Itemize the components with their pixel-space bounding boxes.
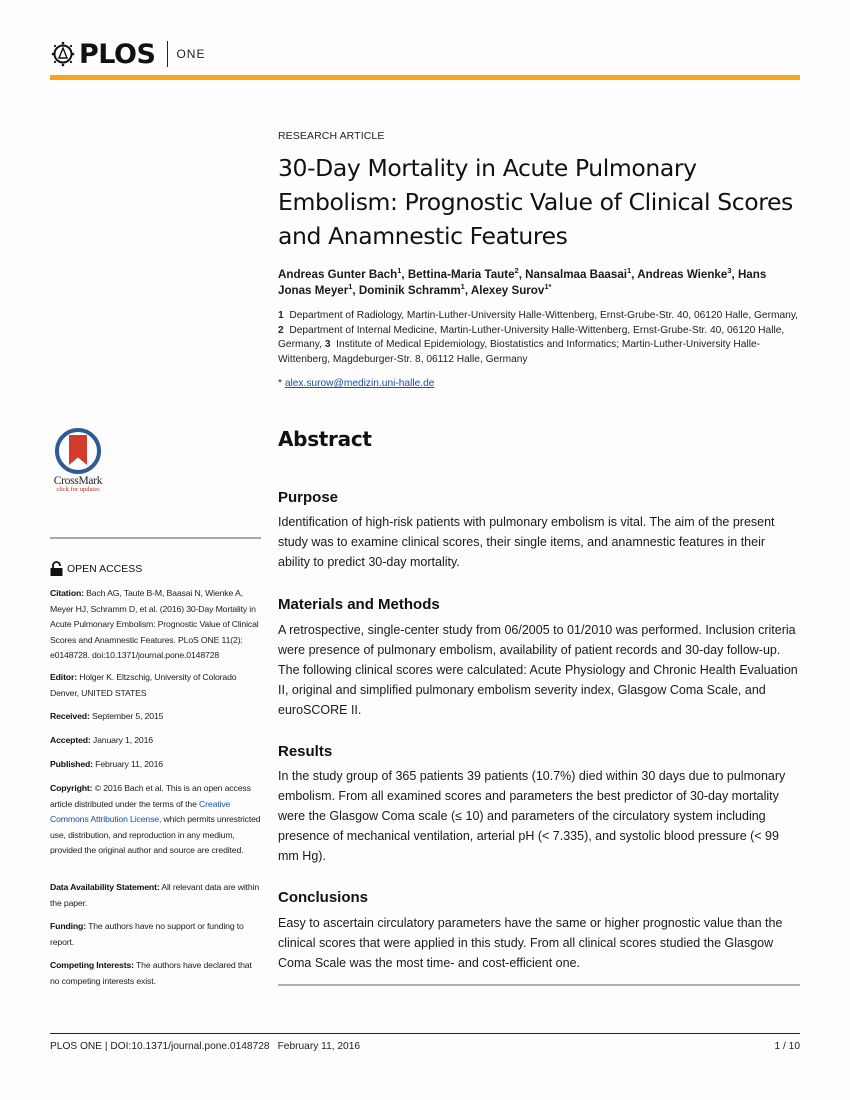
crossmark-badge[interactable]: CrossMark click for updates (49, 428, 107, 493)
citation-block: Citation: Bach AG, Taute B-M, Baasai N, Wienke A, Meyer HJ, Schramm D, et al. (2016) 30-Day Mortality in Acute Pulmonary Embolism: Prognostic Value of Clinical Scores and Anamnestic Features. PLoS ONE 11(2): e0148728. doi:10.1371/journal.pone.0148728 (50, 588, 259, 660)
author[interactable]: Andreas Wienke$^3$ (637, 266, 732, 281)
header-accent-bar (50, 75, 800, 80)
section-text-conclusions: Easy to ascertain circulatory parameters have the same or higher prognostic value than the clinical scores that were applied in this study. From all clinical scores studied the Glasgow Coma Scale was the most time- and cost-efficient one. (278, 916, 783, 970)
open-lock-icon (50, 561, 63, 576)
cc-license-link[interactable]: Creative Commons Attribution License (50, 798, 231, 824)
section-text-purpose: Identification of high-risk patients with pulmonary embolism is vital. The aim of the present study was to examine clinical scores, their single items, and anamnestic features in their ability to predict 30-day mortality. (278, 515, 775, 569)
affiliations: 1 Department of Radiology, Martin-Luther-University Halle-Wittenberg, Ernst-Grube-Str. 40, 06120 Halle, Germany, 2 Department of Internal Medicine, Martin-Luther-University Halle-Wittenberg, Ernst-Grube-Str. 40, 06120 Halle, Germany, 3 Institute of Medical Epidemiology, Biostatistics and Informatics; Martin-Luther-University Halle-Wittenberg, Magdeburger-Str. 8, 06112 Halle, Germany (278, 310, 798, 365)
funding-block: Funding: The authors have no support or funding to report. (50, 921, 244, 947)
editor-block: Editor: Holger K. Eltzschig, University of Colorado Denver, UNITED STATES (50, 672, 237, 698)
author[interactable]: Dominik Schramm$^1$ (358, 282, 465, 297)
received-date: Received: September 5, 2015 (50, 711, 164, 721)
journal-header (50, 36, 205, 72)
section-text-methods: A retrospective, single-center study from 06/2005 to 01/2010 was performed. Inclusion criteria were presence of pulmonary embolism, availability of patient records and 30-day follow-up. The following clinical scores were calculated: Acute Physiology and Chronic Health Evaluation II, original and simplified pulmonary embolism severity index, Glasgow Coma Scale, and euroSCORE II. (278, 623, 798, 717)
author[interactable]: Alexey Surov$^{1*}$ (470, 282, 552, 297)
data-availability-block: Data Availability Statement: All relevant data are within the paper. (50, 882, 260, 908)
published-date: Published: February 11, 2016 (50, 759, 163, 769)
journal-name: ONE (176, 47, 206, 61)
plos-wordmark: PLOS (79, 38, 156, 70)
footer-citation: PLOS ONE | DOI:10.1371/journal.pone.0148728 February 11, 2016 (50, 1041, 361, 1052)
open-access-label: OPEN ACCESS (50, 561, 142, 576)
plos-globe-icon (50, 41, 76, 67)
section-heading-results: Results (278, 743, 333, 760)
author[interactable]: Hans Jonas Meyer$^1$ (278, 268, 767, 297)
author[interactable]: Andreas Gunter Bach$^1$ (278, 266, 402, 281)
abstract-heading: Abstract (278, 427, 372, 451)
accepted-date: Accepted: January 1, 2016 (50, 735, 153, 745)
competing-interests-block: Competing Interests: The authors have declared that no competing interests exist. (50, 960, 252, 986)
author[interactable]: Nansalmaa Baasai$^1$ (525, 266, 632, 281)
article-type: RESEARCH ARTICLE (278, 130, 385, 142)
author[interactable]: Bettina-Maria Taute$^2$ (407, 266, 519, 281)
section-heading-purpose: Purpose (278, 489, 339, 506)
abstract-end-rule (278, 984, 800, 986)
article-title: 30-Day Mortality in Acute Pulmonary Embolism: Prognostic Value of Clinical Scores and Anamnestic Features (278, 154, 793, 250)
footer-rule (50, 1033, 800, 1034)
crossmark-icon (55, 428, 101, 474)
logo-divider (167, 41, 168, 67)
section-heading-methods: Materials and Methods (278, 596, 440, 613)
email-link[interactable]: alex.surow@medizin.uni-halle.de (284, 378, 435, 389)
section-text-results: In the study group of 365 patients 39 patients (10.7%) died within 30 days due to pulmonary embolism. From all examined scores and parameters the best predictor of 30-day mortality were the Glasgow Coma scale (≤ 10) and parameters of the circulatory system including presence of mechanical ventilation, arterial pH (< 7.335), and systolic blood pressure (< 99 mm Hg). (278, 769, 786, 863)
section-heading-conclusions: Conclusions (278, 889, 369, 906)
copyright-block: Copyright: © 2016 Bach et al. This is an open access article distributed under the terms of the Creative Commons Attribution License, which permits unrestricted use, distribution, and reproduction in any medium, provided the original author and source are credited. (50, 783, 261, 855)
sidebar-divider (50, 537, 261, 539)
corresponding-author: * alex.surow@medizin.uni-halle.de (278, 378, 435, 389)
plos-logo[interactable] (50, 38, 156, 70)
page-number: 1 / 10 (774, 1041, 800, 1052)
author-list: Andreas Gunter Bach$^1$, Bettina-Maria Taute$^2$, Nansalmaa Baasai$^1$, Andreas Wienke$^3$, Hans Jonas Meyer$^1$, Dominik Schramm$^1$, Alexey Surov$^{1*}$ (278, 266, 767, 297)
